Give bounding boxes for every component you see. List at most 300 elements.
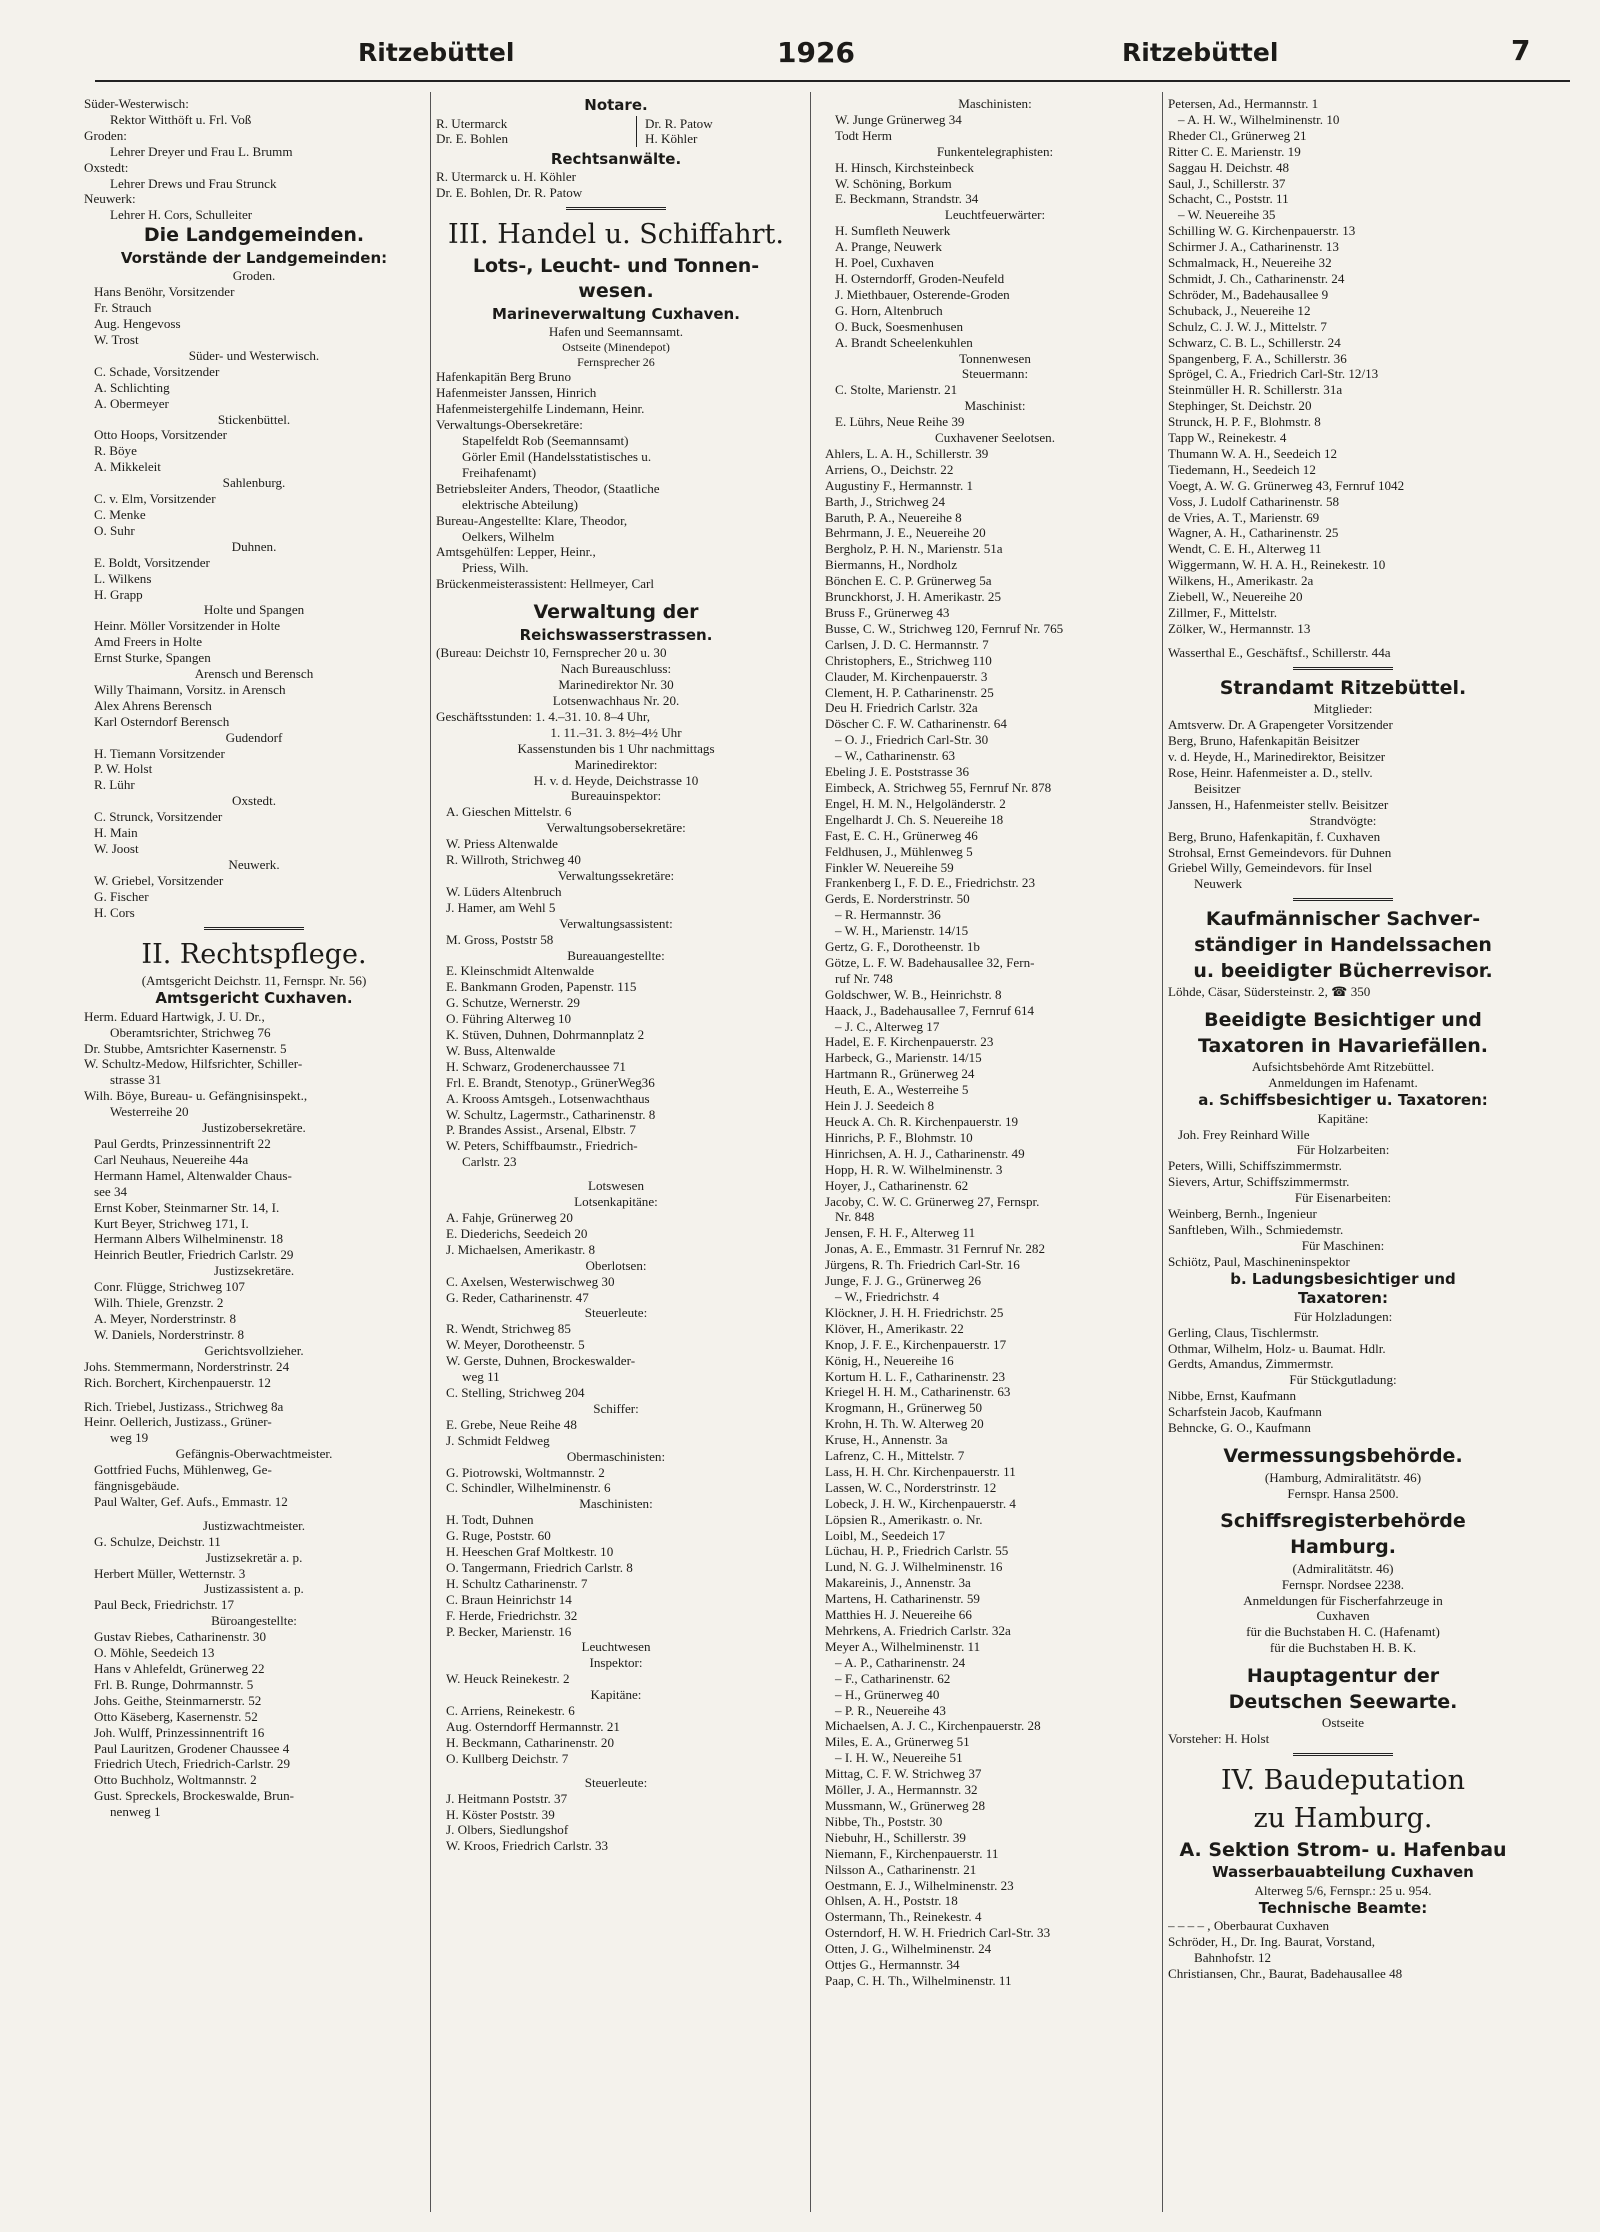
group-label: Für Stückgutladung: — [1289, 1372, 1397, 1388]
directory-entry: Berg, Bruno, Hafenkapitän Beisitzer — [1168, 733, 1360, 749]
directory-entry: K. Stüven, Duhnen, Dohrmannplatz 2 — [446, 1027, 645, 1043]
spacer — [436, 592, 796, 600]
directory-entry: Jürgens, R. Th. Friedrich Carl-Str. 16 — [825, 1257, 1020, 1273]
directory-entry: Schmidt, J. Ch., Catharinenstr. 24 — [1168, 270, 1345, 286]
directory-entry: E. Kleinschmidt Altenwalde — [446, 963, 595, 979]
directory-entry: Gust. Spreckels, Brockeswalde, Brun- — [94, 1788, 294, 1804]
directory-entry: (Bureau: Deichstr 10, Fernsprecher 20 u. 30 — [436, 645, 667, 661]
directory-entry: Lass, H. H. Chr. Kirchenpauerstr. 11 — [825, 1463, 1016, 1479]
directory-entry: Heuck A. Ch. R. Kirchenpauerstr. 19 — [825, 1114, 1019, 1129]
directory-entry: P. W. Holst — [94, 761, 153, 777]
directory-entry: R. Wendt, Strichweg 85 — [446, 1321, 571, 1337]
directory-entry: Karl Osterndorf Berensch — [94, 713, 230, 729]
group-label: Cuxhaven — [1316, 1608, 1370, 1624]
directory-entry: W. Gerste, Duhnen, Brockeswalder- — [446, 1353, 636, 1369]
notare-entry: Dr. E. Bohlen — [436, 131, 509, 147]
directory-entry: H. Sumfleth Neuwerk — [835, 223, 951, 239]
group-label: Marinedirektor Nr. 30 — [558, 677, 674, 693]
group-label: Groden. — [232, 268, 276, 284]
directory-entry: F. Herde, Friedrichstr. 32 — [446, 1607, 578, 1623]
directory-entry: Betriebsleiter Anders, Theodor, (Staatliche — [436, 480, 660, 496]
section-divider — [566, 207, 666, 210]
directory-entry: Feldhusen, J., Mühlenweg 5 — [825, 843, 973, 859]
group-label: Arensch und Berensch — [194, 666, 314, 682]
section-divider — [204, 927, 304, 930]
directory-entry: W. Priess Altenwalde — [446, 836, 558, 852]
directory-entry: A. Meyer, Norderstrinstr. 8 — [94, 1310, 237, 1326]
directory-entry: O. Buck, Soesmenhusen — [835, 318, 964, 334]
directory-entry: Ritter C. E. Marienstr. 19 — [1168, 143, 1301, 159]
directory-entry: W. Schultz, Lagermstr., Catharinenstr. 8 — [446, 1106, 656, 1122]
running-head-right: Ritzebüttel — [1122, 38, 1279, 67]
directory-entry: Deu H. Friedrich Carlstr. 32a — [825, 700, 978, 716]
directory-entry: C. Strunck, Vorsitzender — [94, 809, 223, 825]
directory-entry: Martens, H. Catharinenstr. 59 — [825, 1591, 980, 1607]
directory-entry: Tapp W., Reinekestr. 4 — [1168, 430, 1287, 446]
directory-entry: W. Schultz-Medow, Hilfsrichter, Schiller- — [84, 1056, 303, 1072]
directory-entry: Paul Gerdts, Prinzessinnentrift 22 — [94, 1136, 271, 1151]
directory-entry: Niebuhr, H., Schillerstr. 39 — [825, 1829, 966, 1845]
directory-entry: Paap, C. H. Th., Wilhelminenstr. 11 — [825, 1972, 1012, 1988]
directory-entry: Busse, C. W., Strichweg 120, Fernruf Nr. 765 — [825, 620, 1064, 636]
directory-entry: A. Prange, Neuwerk — [835, 239, 942, 255]
directory-entry: Freihafenamt) — [462, 464, 537, 480]
section-divider — [1293, 1753, 1393, 1756]
directory-entry: J. Heitmann Poststr. 37 — [446, 1790, 568, 1806]
directory-entry: – A. H. W., Wilhelminenstr. 10 — [1178, 111, 1340, 127]
directory-entry: Sievers, Artur, Schiffszimmermstr. — [1168, 1174, 1350, 1190]
directory-entry: weg 19 — [110, 1430, 149, 1446]
directory-entry: Rose, Heinr. Hafenmeister a. D., stellv. — [1168, 764, 1373, 780]
group-label: Mitglieder: — [1313, 701, 1373, 717]
section-heading: Strandamt Ritzebüttel. — [1219, 676, 1467, 699]
directory-entry: Görler Emil (Handelsstatistisches u. — [462, 448, 652, 464]
directory-entry: Schröder, M., Badehausallee 9 — [1168, 286, 1329, 302]
directory-entry: Ernst Kober, Steinmarner Str. 14, I. — [94, 1199, 280, 1215]
directory-entry: Engel, H. M. N., Helgoländerstr. 2 — [825, 795, 1006, 811]
directory-entry: Eimbeck, A. Strichweg 55, Fernruf Nr. 878 — [825, 779, 1052, 795]
directory-entry: Aug. Osterndorff Hermannstr. 21 — [446, 1719, 620, 1734]
group-label: Verwaltungssekretäre: — [557, 867, 675, 883]
section-heading: ständiger in Handelssachen — [1194, 933, 1492, 956]
group-label: Steuermann: — [961, 366, 1029, 382]
directory-entry: Döscher C. F. W. Catharinenstr. 64 — [825, 716, 1007, 732]
directory-entry: W. Kroos, Friedrich Carlstr. 33 — [446, 1838, 609, 1854]
directory-entry: Schacht, C., Poststr. 11 — [1168, 191, 1289, 207]
directory-entry: Makareinis, J., Annenstr. 3a — [825, 1575, 971, 1591]
notare-entry: H. Köhler — [645, 131, 698, 147]
directory-entry: Behncke, G. O., Kaufmann — [1168, 1420, 1311, 1436]
directory-entry: Lassen, W. C., Norderstrinstr. 12 — [825, 1479, 997, 1495]
directory-entry: Heinr. Möller Vorsitzender in Holte — [94, 618, 281, 634]
group-label: Fernspr. Hansa 2500. — [1287, 1485, 1399, 1501]
directory-entry: J. Hamer, am Wehl 5 — [446, 899, 556, 915]
directory-entry: Bruss F., Grünerweg 43 — [825, 605, 950, 620]
directory-entry: – – – – , Oberbaurat Cuxhaven — [1168, 1918, 1330, 1934]
group-label: Funkentelegraphisten: — [936, 143, 1054, 159]
directory-entry: Sanftleben, Wilh., Schmiedemstr. — [1168, 1222, 1344, 1237]
directory-entry: Junge, F. J. G., Grünerweg 26 — [825, 1273, 982, 1289]
directory-entry: H. Cors — [94, 904, 135, 920]
directory-entry: Oelkers, Wilhelm — [462, 528, 555, 544]
notare-entry: R. Utermarck — [436, 115, 508, 131]
directory-entry: Bureau-Angestellte: Klare, Theodor, — [436, 512, 628, 528]
spacer — [1168, 1436, 1518, 1444]
directory-entry: Löpsien R., Amerikastr. o. Nr. — [825, 1511, 983, 1527]
directory-entry: Gerdts, Amandus, Zimmermstr. — [1168, 1356, 1334, 1372]
directory-entry: Johs. Stemmermann, Norderstrinstr. 24 — [84, 1358, 290, 1374]
directory-entry: Carlstr. 23 — [462, 1154, 517, 1170]
page-number: 7 — [1511, 34, 1531, 67]
directory-entry: Herbert Müller, Wetternstr. 3 — [94, 1565, 246, 1581]
directory-entry: Rheder Cl., Grünerweg 21 — [1168, 127, 1307, 143]
directory-entry: – P. R., Neuereihe 43 — [835, 1702, 946, 1718]
directory-entry: – W., Catharinenstr. 63 — [835, 748, 956, 764]
group-label: (Amtsgericht Deichstr. 11, Fernspr. Nr. 56) — [141, 973, 367, 989]
directory-entry: Priess, Wilh. — [462, 560, 529, 576]
directory-entry: A. Krooss Amtsgeh., Lotsenwachthaus — [446, 1090, 650, 1106]
directory-entry: fängnisgebäude. — [94, 1478, 180, 1494]
subsection-heading: Notare. — [584, 96, 648, 114]
group-label: Alterweg 5/6, Fernspr.: 25 u. 954. — [1254, 1882, 1432, 1898]
directory-entry: G. Schutze, Wernerstr. 29 — [446, 995, 580, 1011]
group-label: H. v. d. Heyde, Deichstrasse 10 — [533, 772, 699, 788]
directory-entry: Westerreihe 20 — [110, 1104, 189, 1120]
directory-entry: Zillmer, F., Mittelstr. — [1168, 605, 1277, 620]
directory-entry: Schröder, H., Dr. Ing. Baurat, Vorstand, — [1168, 1934, 1376, 1950]
column-1 — [84, 96, 424, 2214]
directory-entry: L. Wilkens — [94, 570, 152, 586]
directory-entry: Klöver, H., Amerikastr. 22 — [825, 1320, 964, 1336]
group-label: Justizwachtmeister. — [202, 1517, 306, 1533]
directory-entry: Neuwerk — [1194, 876, 1242, 892]
directory-entry: Baruth, P. A., Neuereihe 8 — [825, 509, 962, 525]
directory-entry: Voss, J. Ludolf Catharinenstr. 58 — [1168, 493, 1340, 509]
directory-entry: J. Schmidt Feldweg — [446, 1432, 550, 1448]
directory-entry: Verwaltungs-Obersekretäre: — [436, 417, 583, 433]
directory-entry: Fr. Strauch — [94, 300, 152, 316]
group-label: Justizobersekretäre. — [202, 1120, 306, 1136]
directory-entry: Carlsen, J. D. C. Hermannstr. 7 — [825, 636, 989, 652]
directory-entry: Rektor Witthöft u. Frl. Voß — [110, 111, 252, 127]
directory-entry: Jensen, F. H. F., Alterweg 11 — [825, 1225, 976, 1241]
directory-entry: H. Schultz Catharinenstr. 7 — [446, 1575, 588, 1591]
section-heading: Vermessungsbehörde. — [1223, 1444, 1463, 1467]
directory-entry: W. Junge Grünerweg 34 — [835, 111, 962, 127]
directory-entry: Lafrenz, C. H., Mittelstr. 7 — [825, 1448, 965, 1464]
directory-entry: J. Olbers, Siedlungshof — [446, 1822, 569, 1838]
directory-entry: W. Griebel, Vorsitzender — [94, 872, 224, 888]
directory-entry: nenweg 1 — [110, 1804, 161, 1820]
column-2 — [436, 96, 796, 2214]
directory-entry: A. Mikkeleit — [94, 459, 161, 475]
directory-entry: Ohlsen, A. H., Poststr. 18 — [825, 1893, 958, 1909]
directory-entry: Beisitzer — [1194, 780, 1241, 796]
group-label: Anmeldungen für Fischerfahrzeuge in — [1243, 1592, 1443, 1608]
directory-entry: Hermann Albers Wilhelminenstr. 18 — [94, 1231, 284, 1247]
directory-entry: G. Schulze, Deichstr. 11 — [94, 1533, 221, 1549]
directory-entry: Frl. B. Runge, Dohrmannstr. 5 — [94, 1676, 254, 1692]
group-label: Schiffer: — [593, 1400, 639, 1416]
directory-entry: Hartmann R., Grünerweg 24 — [825, 1066, 975, 1082]
directory-entry: Aug. Hengevoss — [94, 316, 181, 332]
directory-entry: A. Brandt Scheelenkuhlen — [835, 334, 973, 350]
directory-entry: Amd Freers in Holte — [94, 634, 203, 650]
subsection-heading: Marineverwaltung Cuxhaven. — [492, 304, 740, 323]
directory-entry: Wilkens, H., Amerikastr. 2a — [1168, 573, 1314, 589]
directory-entry: Kriegel H. H. M., Catharinenstr. 63 — [825, 1384, 1011, 1400]
directory-entry: H. Beckmann, Catharinenstr. 20 — [446, 1734, 614, 1750]
directory-entry: O. Tangermann, Friedrich Carlstr. 8 — [446, 1559, 633, 1575]
section-heading: A. Sektion Strom- u. Hafenbau — [1179, 1838, 1507, 1861]
directory-entry: Nibbe, Th., Poststr. 30 — [825, 1813, 943, 1829]
group-label: Büroangestellte: — [211, 1613, 297, 1629]
directory-entry: Wendt, C. E. H., Alterweg 11 — [1168, 541, 1322, 557]
directory-entry: Vorsteher: H. Holst — [1168, 1731, 1270, 1747]
directory-entry: O. Möhle, Seedeich 13 — [94, 1645, 215, 1661]
directory-entry: Weinberg, Bernh., Ingenieur — [1168, 1206, 1317, 1222]
directory-entry: W. Heuck Reinekestr. 2 — [446, 1671, 570, 1687]
directory-entry: Heinr. Oellerich, Justizass., Grüner- — [84, 1414, 272, 1430]
group-label: Anmeldungen im Hafenamt. — [1268, 1075, 1418, 1091]
directory-entry: Kurt Beyer, Strichweg 171, I. — [94, 1215, 249, 1231]
directory-entry: Otto Hoops, Vorsitzender — [94, 427, 227, 443]
directory-entry: Mussmann, W., Grünerweg 28 — [825, 1797, 986, 1813]
group-label: Strandvögte: — [1309, 812, 1377, 828]
directory-entry: A. Obermeyer — [94, 395, 169, 411]
directory-entry: v. d. Heyde, H., Marinedirektor, Beisitzer — [1168, 749, 1386, 765]
directory-entry: O. Suhr — [94, 522, 135, 538]
directory-entry: E. Grebe, Neue Reihe 48 — [446, 1416, 577, 1432]
section-heading: Taxatoren in Havariefällen. — [1197, 1034, 1489, 1057]
directory-entry: Krogmann, H., Grünerweg 50 — [825, 1400, 983, 1416]
group-label: Justizsekretäre. — [213, 1263, 295, 1279]
directory-entry: Otto Käseberg, Kasernenstr. 52 — [94, 1708, 258, 1724]
directory-entry: Kruse, H., Annenstr. 3a — [825, 1432, 948, 1448]
group-label: Leuchtfeuerwärter: — [944, 207, 1046, 223]
group-label: Lotsenkapitäne: — [574, 1194, 658, 1210]
group-label: Oberlotsen: — [585, 1257, 647, 1273]
directory-entry: H. Osterndorff, Groden-Neufeld — [835, 270, 1005, 286]
directory-entry: Ahlers, L. A. H., Schillerstr. 39 — [825, 445, 989, 461]
section-heading: zu Hamburg. — [1253, 1803, 1433, 1835]
column-4 — [1168, 96, 1518, 2214]
directory-entry: Rich. Borchert, Kirchenpauerstr. 12 — [84, 1374, 271, 1390]
directory-entry: Saggau H. Deichstr. 48 — [1168, 159, 1290, 175]
directory-entry: Bergholz, P. H. N., Marienstr. 51a — [825, 541, 1003, 557]
year-heading: 1926 — [777, 36, 855, 69]
directory-entry: Fast, E. C. H., Grünerweg 46 — [825, 827, 978, 843]
directory-entry: Groden: — [84, 127, 127, 143]
group-label: Lotswesen — [587, 1178, 644, 1194]
directory-entry: Griebel Willy, Gemeindevors. für Insel — [1168, 860, 1373, 876]
section-heading: IV. Baudeputation — [1221, 1765, 1465, 1797]
directory-entry: Goldschwer, W. B., Heinrichstr. 8 — [825, 986, 1002, 1002]
directory-entry: Sprögel, C. A., Friedrich Carl-Str. 12/13 — [1168, 366, 1379, 382]
directory-entry: – W. H., Marienstr. 14/15 — [835, 923, 969, 939]
directory-entry: G. Fischer — [94, 888, 149, 904]
group-label: Kapitäne: — [590, 1687, 642, 1703]
directory-entry: Augustiny F., Hermannstr. 1 — [825, 477, 974, 493]
directory-entry: H. Tiemann Vorsitzender — [94, 745, 225, 761]
directory-entry: E. Beckmann, Strandstr. 34 — [835, 191, 979, 207]
directory-entry: ruf Nr. 748 — [835, 970, 893, 986]
directory-entry: G. Ruge, Poststr. 60 — [446, 1528, 551, 1544]
section-heading: Lots-, Leucht- und Tonnen- — [472, 254, 760, 277]
subsection-heading: Amtsgericht Cuxhaven. — [155, 989, 353, 1008]
directory-entry: W. Schöning, Borkum — [835, 175, 952, 191]
directory-entry: Joh. Frey Reinhard Wille — [1178, 1126, 1310, 1142]
directory-entry: Scharfstein Jacob, Kaufmann — [1168, 1404, 1322, 1420]
directory-entry: Alex Ahrens Berensch — [94, 697, 212, 713]
directory-entry: Süder-Westerwisch: — [84, 96, 189, 111]
directory-entry: Osterndorf, H. W. H. Friedrich Carl-Str. 33 — [825, 1925, 1051, 1941]
group-label: Justizsekretär a. p. — [205, 1549, 303, 1565]
section-heading: Die Landgemeinden. — [143, 224, 365, 247]
directory-entry: Hinrichs, P. F., Blohmstr. 10 — [825, 1129, 973, 1145]
directory-entry: C. v. Elm, Vorsitzender — [94, 491, 216, 507]
directory-entry: Schulz, C. J. W. J., Mittelstr. 7 — [1168, 318, 1327, 334]
directory-entry: M. Gross, Poststr 58 — [446, 931, 554, 947]
section-heading: Hamburg. — [1290, 1536, 1396, 1559]
directory-entry: E. Lührs, Neue Reihe 39 — [835, 414, 965, 430]
directory-entry: Brunckhorst, J. H. Amerikastr. 25 — [825, 589, 1002, 605]
directory-entry: – O. J., Friedrich Carl-Str. 30 — [835, 732, 989, 748]
directory-entry: H. Köster Poststr. 39 — [446, 1806, 555, 1822]
directory-entry: H. Grapp — [94, 586, 143, 602]
directory-entry: see 34 — [94, 1183, 128, 1199]
group-label: Maschinist: — [964, 398, 1026, 414]
directory-entry: Voegt, A. W. G. Grünerweg 43, Fernruf 1042 — [1168, 477, 1405, 493]
directory-entry: strasse 31 — [110, 1072, 162, 1088]
directory-entry: Knop, J. F. E., Kirchenpauerstr. 17 — [825, 1336, 1007, 1352]
directory-entry: Nibbe, Ernst, Kaufmann — [1168, 1388, 1296, 1404]
directory-entry: Oxstedt: — [84, 159, 129, 175]
directory-entry: Lüchau, H. P., Friedrich Carlstr. 55 — [825, 1543, 1009, 1559]
page-header — [0, 30, 1600, 80]
directory-entry: Arriens, O., Deichstr. 22 — [825, 461, 954, 477]
directory-entry: Frl. E. Brandt, Stenotyp., GrünerWeg36 — [446, 1074, 655, 1090]
directory-entry: Niemann, F., Kirchenpauerstr. 11 — [825, 1845, 999, 1861]
directory-entry: Ebeling J. E. Poststrasse 36 — [825, 764, 970, 780]
directory-entry: P. Becker, Marienstr. 16 — [446, 1623, 572, 1639]
directory-entry: A. Schlichting — [94, 379, 170, 395]
directory-entry: Krohn, H. Th. W. Alterweg 20 — [825, 1416, 984, 1432]
directory-entry: W. Peters, Schiffbaumstr., Friedrich- — [446, 1138, 638, 1154]
directory-entry: Hans v Ahlefeldt, Grünerweg 22 — [94, 1661, 265, 1676]
group-label: Oxstedt. — [231, 793, 276, 809]
group-label: Steuerleute: — [584, 1305, 648, 1321]
subsection-heading: Rechtsanwälte. — [550, 149, 682, 168]
directory-entry: Hadel, E. F. Kirchenpauerstr. 23 — [825, 1034, 994, 1050]
directory-entry: C. Arriens, Reinekestr. 6 — [446, 1703, 575, 1719]
directory-entry: Strunck, H. P. F., Blohmstr. 8 — [1168, 414, 1321, 430]
directory-entry: Kortum H. L. F., Catharinenstr. 23 — [825, 1368, 1006, 1384]
group-label: Obermaschinisten: — [566, 1448, 666, 1464]
group-label: Gefängnis-Oberwachtmeister. — [175, 1446, 333, 1462]
directory-entry: C. Schade, Vorsitzender — [94, 363, 220, 379]
group-label: Verwaltungsobersekretäre: — [546, 820, 686, 836]
directory-entry: Oberamtsrichter, Strichweg 76 — [110, 1024, 271, 1040]
group-label: Sahlenburg. — [222, 475, 286, 491]
directory-entry: Gottfried Fuchs, Mühlenweg, Ge- — [94, 1462, 272, 1478]
directory-entry: Friedrich Utech, Friedrich-Carlstr. 29 — [94, 1756, 290, 1772]
directory-entry: Brückenmeisterassistent: Hellmeyer, Carl — [436, 576, 655, 592]
subsection-heading: Wasserbauabteilung Cuxhaven — [1212, 1863, 1474, 1882]
directory-entry: Steinmüller H. R. Schillerstr. 31a — [1168, 382, 1343, 398]
directory-entry: Lund, N. G. J. Wilhelminenstr. 16 — [825, 1559, 1003, 1575]
directory-entry: W. Daniels, Norderstrinstr. 8 — [94, 1326, 245, 1342]
spacer — [84, 1391, 424, 1399]
section-heading: Deutschen Seewarte. — [1228, 1690, 1458, 1713]
section-heading: Beeidigte Besichtiger und — [1204, 1009, 1482, 1032]
directory-entry: O. Führing Alterweg 10 — [446, 1011, 572, 1027]
directory-entry: H. Todt, Duhnen — [446, 1512, 534, 1528]
directory-entry: Schirmer J. A., Catharinenstr. 13 — [1168, 239, 1339, 255]
directory-entry: Clauder, M. Kirchenpauerstr. 3 — [825, 668, 988, 684]
directory-entry: Jacoby, C. W. C. Grünerweg 27, Fernspr. — [825, 1193, 1040, 1209]
directory-entry: Meyer A., Wilhelminenstr. 11 — [825, 1638, 981, 1654]
group-label: Gudendorf — [225, 729, 283, 745]
notare-entry: Dr. R. Patow — [645, 115, 713, 131]
directory-entry: Schuback, J., Neuereihe 12 — [1168, 302, 1311, 318]
directory-entry: G. Piotrowski, Woltmannstr. 2 — [446, 1464, 605, 1480]
directory-entry: J. Michaelsen, Amerikastr. 8 — [446, 1241, 596, 1257]
directory-entry: R. Lühr — [94, 777, 135, 793]
section-heading: wesen. — [578, 280, 654, 303]
directory-entry: P. Brandes Assist., Arsenal, Elbstr. 7 — [446, 1122, 636, 1138]
group-label: Ostseite (Minendepot) — [562, 340, 670, 355]
group-label: Neuwerk. — [228, 856, 280, 872]
directory-entry: C. Stelling, Strichweg 204 — [446, 1384, 585, 1400]
directory-entry: Bönchen E. C. P. Grünerweg 5a — [825, 573, 992, 589]
directory-entry: Biermanns, H., Nordholz — [825, 557, 958, 573]
group-label: Fernsprecher 26 — [577, 354, 655, 369]
directory-entry: Frankenberg I., F. D. E., Friedrichstr. 23 — [825, 875, 1035, 891]
directory-entry: J. Miethbauer, Osterende-Groden — [835, 286, 1010, 302]
directory-entry: Michaelsen, A. J. C., Kirchenpauerstr. 28 — [825, 1718, 1041, 1734]
directory-entry: Otto Buchholz, Woltmannstr. 2 — [94, 1772, 257, 1788]
directory-entry: Löhde, Cäsar, Südersteinstr. 2, ☎ 350 — [1168, 984, 1371, 1000]
group-label: Nach Bureauschluss: — [560, 661, 672, 677]
directory-entry: Dr. Stubbe, Amtsrichter Kasernenstr. 5 — [84, 1040, 287, 1056]
directory-entry: Loibl, M., Seedeich 17 — [825, 1527, 946, 1543]
group-label: Justizassistent a. p. — [204, 1581, 304, 1597]
group-label: Leuchtwesen — [581, 1639, 651, 1655]
directory-entry: E. Diederichs, Seedeich 20 — [446, 1225, 588, 1241]
directory-entry: Joh. Wulff, Prinzessinnentrift 16 — [94, 1724, 265, 1740]
group-label: Duhnen. — [231, 538, 277, 554]
directory-entry: Strohsal, Ernst Gemeindevors. für Duhnen — [1168, 844, 1392, 860]
section-heading: III. Handel u. Schiffahrt. — [448, 218, 784, 250]
directory-entry: Petersen, Ad., Hermannstr. 1 — [1168, 96, 1319, 111]
directory-entry: E. Bankmann Groden, Papenstr. 115 — [446, 979, 637, 995]
directory-entry: Clement, H. P. Catharinenstr. 25 — [825, 684, 994, 700]
directory-entry: – H., Grünerweg 40 — [835, 1686, 940, 1702]
directory-entry: Neuwerk: — [84, 191, 136, 207]
directory-entry: Ottjes G., Hermannstr. 34 — [825, 1957, 960, 1973]
subsection-heading: Vorstände der Landgemeinden: — [120, 248, 388, 267]
directory-entry: G. Horn, Altenbruch — [835, 302, 943, 318]
directory-entry: Ziebell, W., Neuereihe 20 — [1168, 589, 1303, 605]
header-rule — [95, 80, 1570, 82]
subsection-heading: Reichswasserstrassen. — [519, 625, 713, 644]
directory-entry: Stephinger, St. Deichstr. 20 — [1168, 398, 1312, 414]
directory-entry: A. Gieschen Mittelstr. 6 — [446, 804, 572, 820]
group-label: Verwaltungsassistent: — [559, 915, 673, 931]
group-label: 1. 11.–31. 3. 8½–4½ Uhr — [550, 724, 682, 740]
group-label: Cuxhavener Seelotsen. — [935, 430, 1055, 446]
